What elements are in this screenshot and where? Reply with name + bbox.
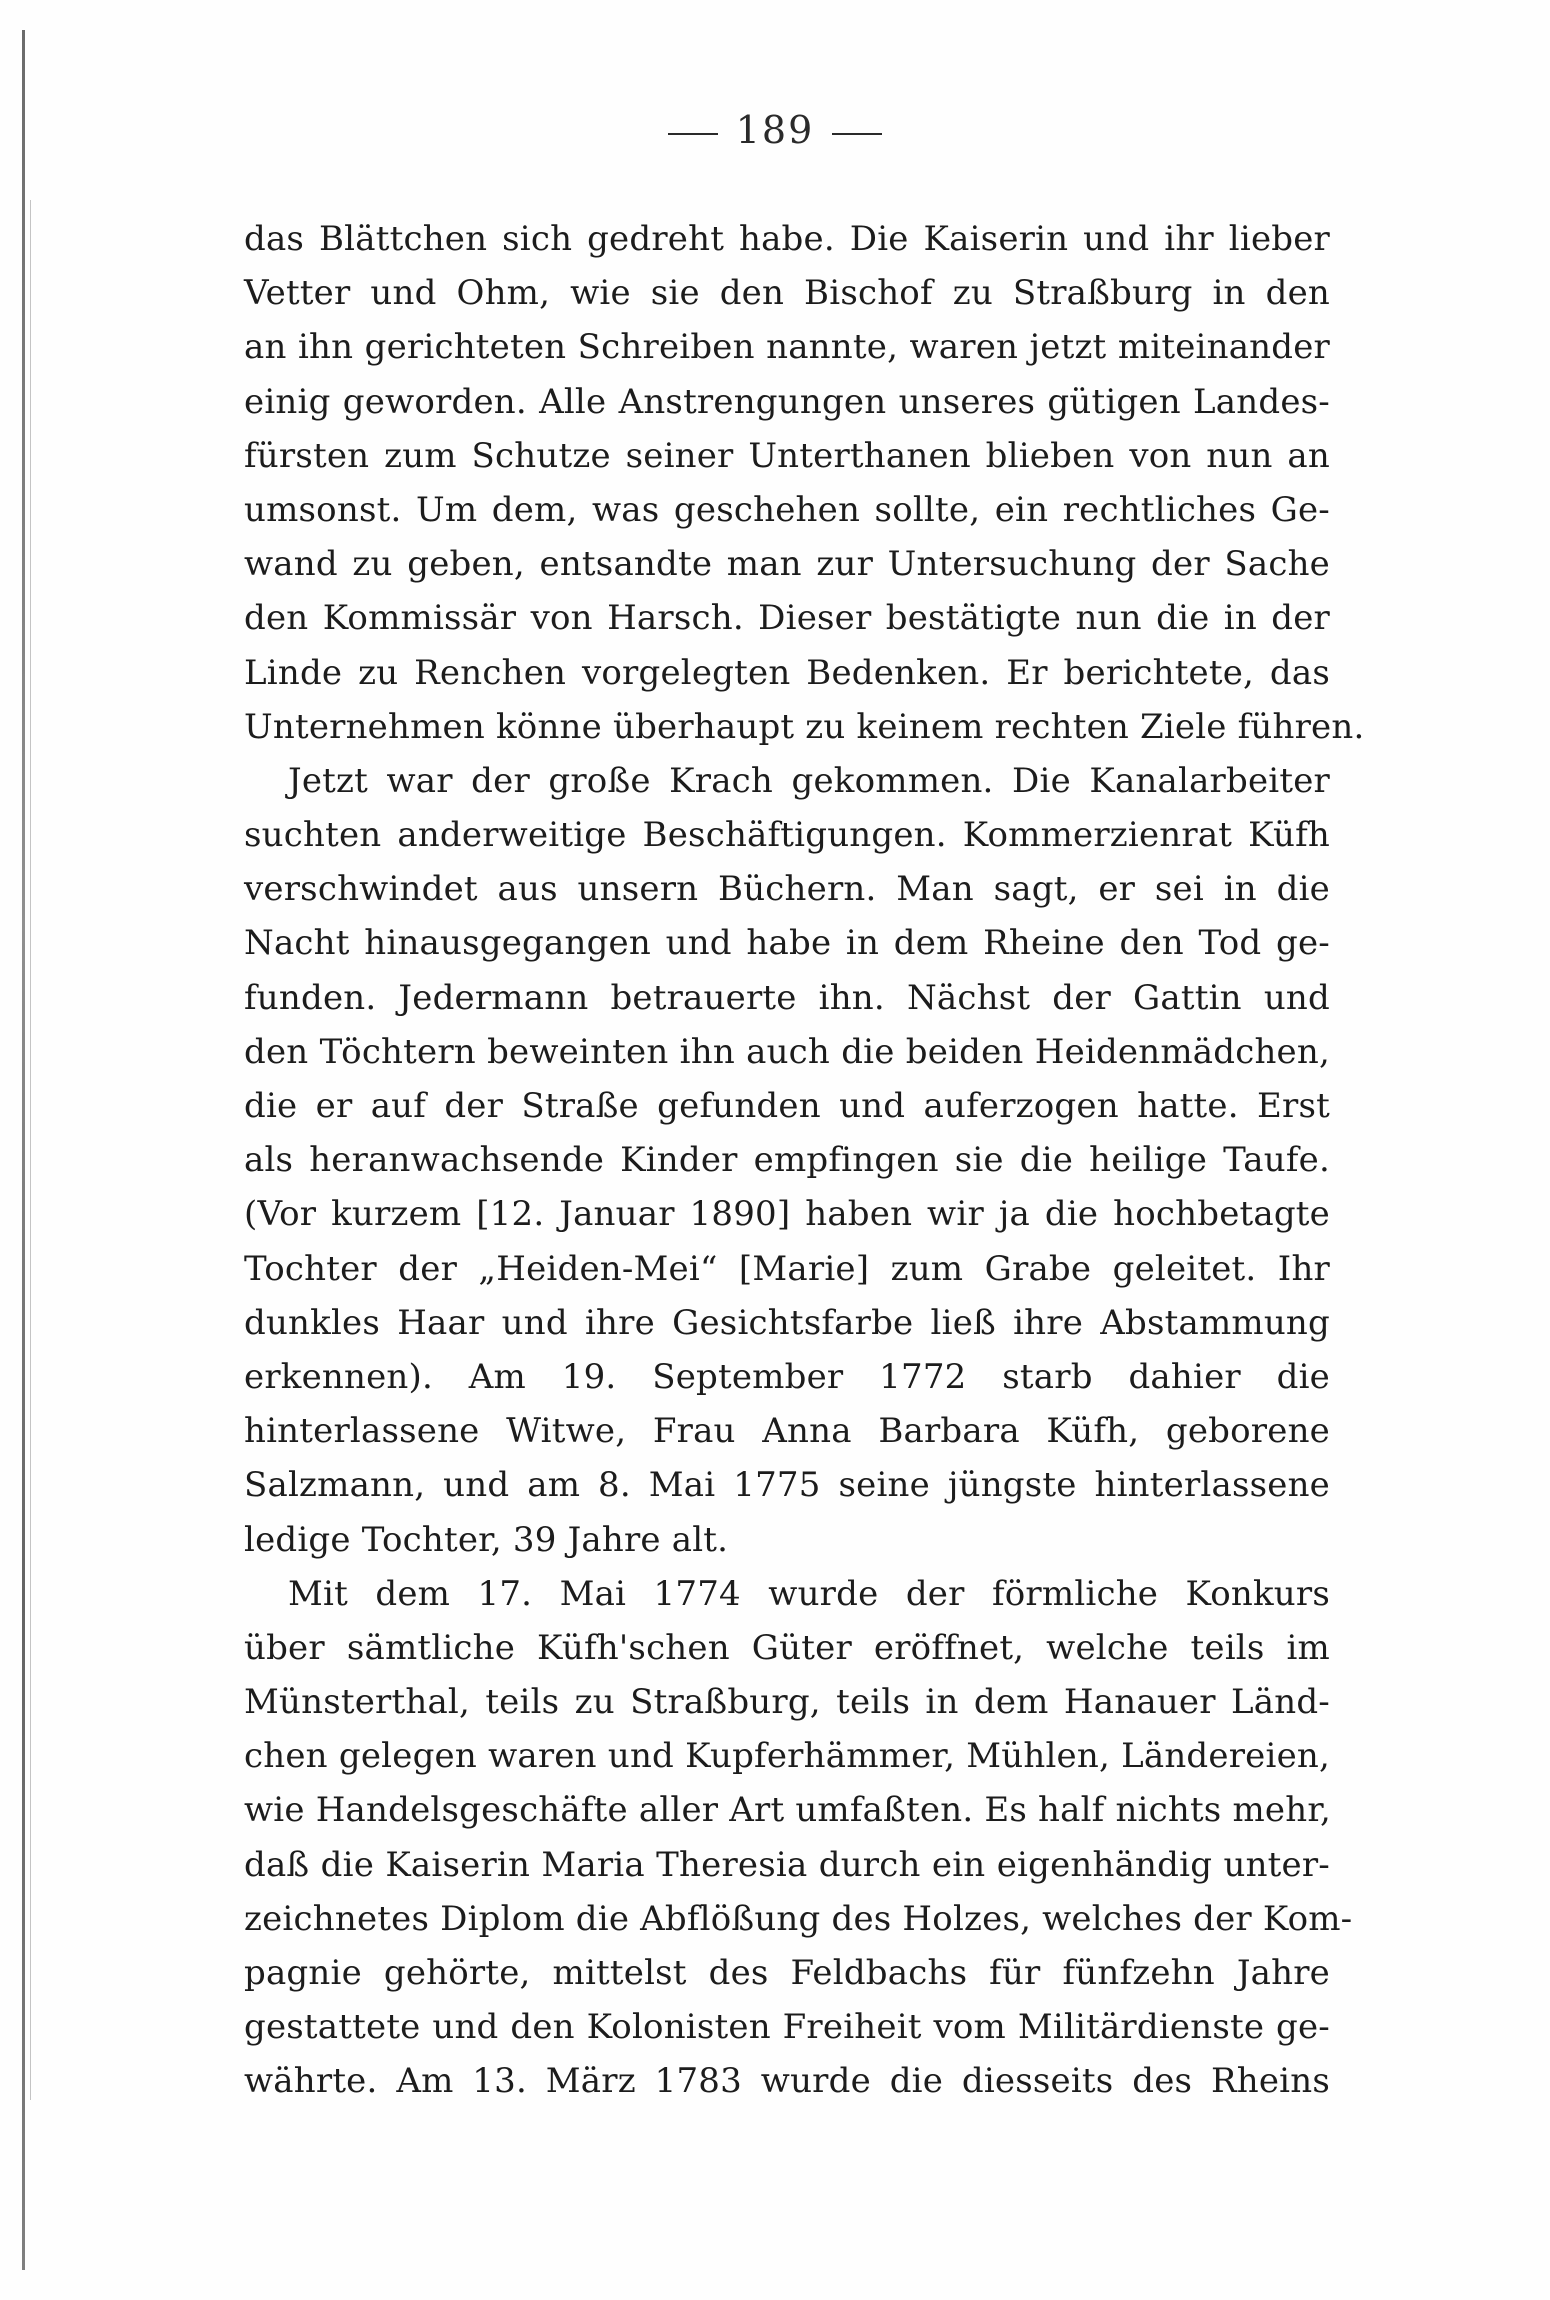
text-line: wie Handelsgeschäfte aller Art umfaßten. Es half nichts mehr, [244,1790,1332,1831]
text-line: Nacht hinausgegangen und habe in dem Rheine den Tod ge- [244,923,1330,964]
text-line: Unternehmen könne überhaupt zu keinem rechten Ziele führen. [244,706,1365,747]
page-number: 189 [735,108,815,152]
text-line: Tochter der „Heiden-Mei“ [Marie] zum Grabe geleitet. Ihr [244,1248,1330,1289]
binding-shadow-line [30,200,31,2100]
text-line: Jetzt war der große Krach gekommen. Die Kanalarbeiter [288,760,1330,801]
text-line: daß die Kaiserin Maria Theresia durch ein eigenhändig unter- [244,1844,1330,1885]
text-line: pagnie gehörte, mittelst des Feldbachs für fünfzehn Jahre [244,1953,1330,1993]
text-line: einig geworden. Alle Anstrengungen unseres gütigen Landes- [244,381,1330,422]
text-line: suchten anderweitige Beschäftigungen. Kommerzienrat Küfh [244,815,1330,856]
text-line: Münsterthal, teils zu Straßburg, teils in dem Hanauer Länd- [244,1682,1330,1723]
text-line: ledige Tochter, 39 Jahre alt. [244,1519,729,1560]
text-line: wand zu geben, entsandte man zur Untersuchung der Sache [244,544,1330,585]
text-line: Salzmann, und am 8. Mai 1775 seine jüngste hinterlassene [244,1465,1330,1506]
text-line: den Töchtern beweinten ihn auch die beiden Heidenmädchen, [244,1031,1330,1072]
text-line: Mit dem 17. Mai 1774 wurde der förmliche Konkurs [288,1573,1330,1614]
body-text [244,212,1365,2109]
text-line: den Kommissär von Harsch. Dieser bestätigte nun die in der [244,598,1330,639]
text-line: währte. Am 13. März 1783 wurde die diesseits des Rheins [244,2061,1330,2102]
text-line: dunkles Haar und ihre Gesichtsfarbe ließ ihre Abstammung [244,1302,1330,1343]
paragraph-3 [244,1567,1353,2109]
text-line: chen gelegen waren und Kupferhämmer, Mühlen, Ländereien, [244,1736,1330,1777]
text-line: umsonst. Um dem, was geschehen sollte, ein rechtliches Ge- [244,489,1330,530]
text-line: verschwindet aus unsern Büchern. Man sagt, er sei in die [244,869,1330,910]
left-dash [668,133,718,135]
right-dash [832,133,882,135]
text-line: das Blättchen sich gedreht habe. Die Kaiserin und ihr lieber [244,219,1330,259]
paragraph-2 [244,754,1330,1567]
text-line: funden. Jedermann betrauerte ihn. Nächst der Gattin und [244,977,1330,1018]
text-line: die er auf der Straße gefunden und auferzogen hatte. Erst [244,1086,1330,1126]
paragraph-1 [244,212,1365,754]
text-line: Vetter und Ohm, wie sie den Bischof zu Straßburg in den [244,273,1330,314]
text-line: Linde zu Renchen vorgelegten Bedenken. Er berichtete, das [244,652,1330,693]
text-line: an ihn gerichteten Schreiben nannte, waren jetzt miteinander [244,327,1330,368]
text-line: gestattete und den Kolonisten Freiheit vom Militärdienste ge- [244,2007,1330,2048]
text-line: hinterlassene Witwe, Frau Anna Barbara Küfh, geborene [244,1411,1330,1452]
text-line: erkennen). Am 19. September 1772 starb dahier die [244,1356,1330,1397]
text-line: (Vor kurzem [12. Januar 1890] haben wir ja die hochbetagte [244,1194,1330,1235]
page-number-header [0,108,1550,152]
text-line: über sämtliche Küfh'schen Güter eröffnet, welche teils im [244,1627,1330,1668]
text-line: zeichnetes Diplom die Abflößung des Holzes, welches der Kom- [244,1898,1353,1939]
text-line: fürsten zum Schutze seiner Unterthanen blieben von nun an [244,435,1330,476]
text-line: als heranwachsende Kinder empfingen sie die heilige Taufe. [244,1140,1330,1181]
binding-edge [22,30,25,2270]
